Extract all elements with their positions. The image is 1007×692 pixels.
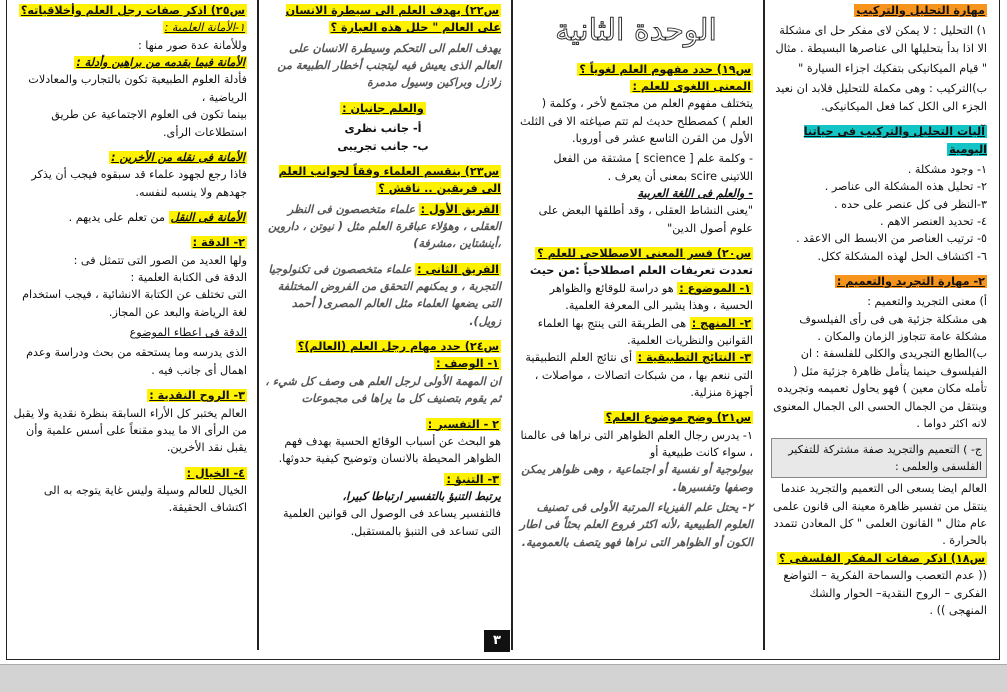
list-item: ٦- اكتشاف الحل لهذه المشكلة ككل. [817,249,987,263]
text: هو دراسة للوقائع والظواهر الحسية ، وهذا يشير الى المعرفة العلمية. [549,281,753,313]
task-explanation: ٢ - التفسير : [427,417,499,431]
question-23: س٢٣) ينقسم العلماء وفقاً لجوانب العلم الى فريقين .. ناقش ؟ [278,164,501,196]
team-1-heading: الفريق الأول : [420,202,499,216]
heading-analysis-synthesis: مهارة التحليل والتركيب [856,4,985,17]
text: الدقة فى اعطاء الموضوع [129,326,247,340]
question-19: س١٩) حدد مفهوم العلم لغوياً ؟ [579,62,751,76]
heading-imagination: ٤- الخيال : [186,466,245,480]
text: - والعلم فى اللغة العربية [637,187,753,201]
text: من تعلم على يديهم . [68,210,165,224]
question-25: س٢٥) اذكر صفات رجل العلم وأخلاقياته؟ [20,4,245,17]
text: ٢- يحتل علم الفيزياء المرتبة الأولى فى تصنيف العلوم الطبيعية ،لأنه اكثر فروع العلم بحثاً فى اطار الكون أو الظواهر التى نراها فهو يتصف بالعمومية. [519,501,753,549]
text: الذى يدرسه وما يستحقه من بحث ودراسة وعدم اهمال أى جانب فيه . [26,346,247,377]
text: ثم يقوم بتصنيف كل ما يراها فى مجموعات [301,392,501,406]
text: هى الطريقة التى ينتج بها العلماء القوانين والنظريات العلمية. [537,316,753,347]
page-number: ٣ [484,630,510,652]
text: التى تختلف عن الكتابة الانشائية ، فيجب استخدام لغة الرياضة والبعد عن المجاز. [22,288,247,319]
text: يتختلف مفهوم العلم من مجتمع لأخر ، وكلمة ( العلم ) كمصطلح حديث لم تتم صياغته الا فى الثلث الأول من القرن التاسع عشر فى أوروبا. [520,97,753,145]
text: ب)الطابع التجريدى والكلى للفلسفة : ان الفيلسوف حينما يتأمل ظاهرة جزئية مثل ( تأمله مكان معين ) فهو يحاول تعميمه وتجريده وينتقل من الجمال الحسى الى الجمال المعنوى لانه اكثر دواما . [773,347,987,430]
text: (( عدم التعصب والسماحة الفكرية – التواضع الفكرى – الروح النقدية– الحوار والشك المنهجى )) . [783,569,987,617]
list-item: ٥- ترتيب العناصر من الابسط الى الاعقد . [796,232,987,246]
subheading-linguistic: المعنى اللغوى للعلم : [632,79,751,93]
term-results: ٣- النتائج التطبيقية : [637,351,751,365]
text: ان المهمة الأولى لرجل العلم هى وصف كل شيء ، [265,374,501,388]
heading-quoting: الأمانة فى نقله من الأخرين : [111,150,245,164]
text: أ) معنى التجريد والتعميم : [867,295,987,309]
text: هى مشكلة جزئية هى فى رأى الفيلسوف مشكلة عامة تتجاوز الزمان والمكان . [799,312,987,344]
unit-title: الوحدة الثانية [555,13,717,48]
task-description: ١- الوصف : [436,357,499,371]
text: الخيال للعالم وسيلة وليس غاية يتوجه به الى اكتشاف الحقيقة. [43,483,247,515]
text: ١) التحليل : لا يمكن لاى مفكر حل اى مشكلة الا اذا بدأ بتحليلها الى عناصرها البسيطة . مثال [775,24,987,55]
column-1 [763,0,993,650]
text: الدقة فى الكتابة العلمية : [130,271,247,285]
text: بينما تكون فى العلوم الاجتماعية عن طريق استطلاعات الرأى. [51,108,247,139]
text: فأدلة العلوم الطبيعية تكون بالتجارب والمعادلات الرياضية ، [28,73,247,104]
text: "يعنى النشاط العقلى ، وقد أطلقها البعض على علوم أصول الدين" [538,204,753,235]
question-24: س٢٤) حدد مهام رجل العلم (العالم)؟ [297,340,499,354]
text: بيولوجية أو نفسية أو اجتماعية ، وهى ظواهر يمكن وصفها وتفسيرها. [521,463,753,494]
list-item: ١- وجود مشكلة . [907,162,987,176]
list-item: ب- جانب تجريبى [337,139,429,153]
list-item: أ- جانب نظرى [344,122,422,136]
heading-transfer: الأمانة فى النقل [170,210,245,224]
heading-critical-spirit: ٣- الروح النقدية : [149,389,245,403]
list-item: ٤- تحديد العنصر الاهم . [879,214,987,228]
heading-two-sides: والعلم جانبان : [342,101,424,115]
heading-accuracy: ٢- الدقة : [192,236,245,250]
question-20: س٢٠) فسر المعنى الاصطلاحى للعلم ؟ [537,247,751,261]
heading-proofs: الأمانة فيما يقدمه من براهين وأدلة : [76,56,245,70]
text: العالم ايضا يسعى الى التعميم والتجريد عندما ينتقل من تفسير ظاهرة معينة الى قانون علمى عام مثال " القانون العلمى " كل المعادن تتمدد بالحرارة . [773,482,987,548]
page-frame [6,0,1000,660]
term-method: ٢- المنهج : [691,316,751,330]
text: " قيام الميكانيكى بتفكيك اجزاء السيارة " [798,62,987,76]
question-22: س٢٢) يهدف العلم الى سيطرة الانسان على العالم " حلل هذه العبارة ؟ [285,4,501,35]
text: - وكلمة علم [ science ] مشتقة من الفعل اللاتينى scire بمعنى أن يعرف . [553,152,753,183]
text: تعددت تعريفات العلم اصطلاحياً :من حيث [529,264,753,278]
text: وللأمانة عدة صور منها : [137,38,247,52]
task-prediction: ٣- التنبؤ : [446,472,499,486]
list-item: ٣-النظر فى كل عنصر على حده . [834,197,987,211]
text: العالم يختبر كل الأراء السابقة بنظرة نقدية ولا يقبل من الرأى الا ما يبدو مقنعاً على أسس علمية وأن يقبل نقد الأخرين. [13,406,247,455]
text: ولها العديد من الصور التى تتمثل فى : [73,253,247,267]
text: علماء متخصصون فى النظر العقلى ، وهؤلاء عباقرة العلم مثل ( نيوتن ، داروين ،أينشتاين ،مشرفة) [268,202,501,251]
gray-box: ج- ) التعميم والتجريد صفة مشتركة للتفكير الفلسفى والعلمى : [771,438,987,478]
column-3 [257,0,507,650]
text: ب)التركيب : وهى مكملة للتحليل فلابد ان نعيد الجزء الى الكل كما فعل الميكانيكى. [775,82,987,113]
text: يهدف العلم الى التحكم وسيطرة الانسان على العالم الذى يعيش فيه ليتجنب أخطار الطبيعة من زلازل وبراكين وسيول مدمرة [277,41,501,90]
footer-bar [0,664,1007,692]
heading-abstraction: ٢- مهارة التجريد والتعميم : [836,275,985,289]
list-item: ٢- تحليل هذه المشكلة الى عناصر . [824,180,987,194]
term-subject: ١- الموضوع : [679,281,751,295]
text: أى نتائج العلم التطبيقية التى ننعم بها ، من شبكات اتصالات ، مواصلات ، أجهزة منزلية. [525,351,753,399]
text: ١- يدرس رجال العلم الظواهر التى نراها فى عالمنا ، سواء كانت طبيعية أو [520,428,753,460]
team-2-heading: الفريق الثانى : [417,262,499,276]
text: علماء متخصصون فى تكنولوجيا التجربة ، و يمكنهم التحقق من الفروض المختلفة التى يضعها العلماء مثل العالم المصرى( أحمد زويل). [268,262,501,328]
question-21: س٢١) وضح موضوع العلم؟ [605,411,751,425]
heading-daily-steps: آليات التحليل والتركيب فى حياتنا اليومية [803,125,987,156]
text: فالتفسير يساعد فى الوصول الى قوانين العلمية التى تساعد فى التنبؤ بالمستقبل. [282,507,501,538]
column-2 [511,0,759,650]
text: فاذا رجع لجهود علماء قد سبقوه فيجب أن يذكر جهدهم ولا ينسبه لنفسه. [31,168,247,199]
question-18: س١٨) اذكر صفات المفكر الفلسفى ؟ [779,551,985,565]
text: هو البحث عن أسباب الوقائع الحسية بهدف فهم الظواهر المحيطة بالانسان وتوضيح كيفية حدوثها. [278,434,501,466]
text: يرتبط التنبؤ بالتفسير ارتباطا كبيرا، [342,489,501,503]
subheading-honesty: ١-الأمانة العلمية : [164,21,245,35]
column-4 [5,0,253,650]
